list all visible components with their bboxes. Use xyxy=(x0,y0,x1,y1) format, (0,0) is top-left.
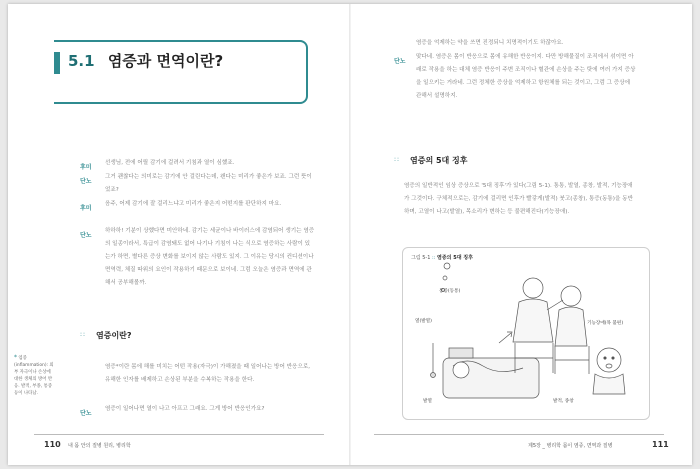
dialogue-line: 염증을 억제하는 약을 쓰면 진정되니 치명적이기도 하잖아요. xyxy=(416,40,564,46)
subsection-title: 염증이란? xyxy=(96,331,132,340)
section-number: 5.1 xyxy=(68,52,95,70)
footnote-text: 염증(inflammation): 외부 자극이나 손상에 대한 생체의 방어 반응. 발적, 부종, 통증 등이 나타남. xyxy=(14,356,54,396)
inflammation-illustration xyxy=(403,248,649,419)
dialogue-line: 염증이 일어나면 열이 나고 아프고 그래요. 그게 방어 반응인가요? xyxy=(105,406,265,412)
speaker-label: 후미 xyxy=(80,205,92,212)
section-title-tab xyxy=(54,52,60,74)
label-pain: 열(발열) xyxy=(415,319,432,324)
figure-caption-dots-icon: :: xyxy=(432,255,437,261)
child-body xyxy=(593,374,625,394)
label-redness: 발적, 종창 xyxy=(553,399,574,404)
arrow-line xyxy=(499,333,511,343)
book-gutter xyxy=(349,4,351,465)
section-title xyxy=(68,50,223,71)
doctor-arm xyxy=(547,300,563,310)
doctor-body xyxy=(513,299,553,342)
body-paragraph: 염증*이란 몸에 해를 미치는 어떤 작용(자극)이 가해졌을 때 일어나는 방어 반응으로, 유해한 인자를 배제하고 손상된 부분을 수복하는 작용을 한다. xyxy=(105,364,311,383)
patient-head xyxy=(453,362,469,378)
footnote-star-icon: * xyxy=(14,354,17,361)
body-paragraph: 염증의 일반적인 임상 증상으로 '5대 징후'가 있다(그림 5-1). 통통, 발열, 종창, 발적, 기능장애가 그것이다. 구체적으로는, 감기에 걸리면 인후가 빨갛게(발적) 붓고(종창), 통증(동통)을 동반하며, 고열이 나고(발열), 목소리가 변하는 등 불편해진다(기능장애). xyxy=(404,183,633,215)
ice-pack xyxy=(449,348,473,358)
running-head-left: 내 몸 안의 질병 원리, 병리학 xyxy=(68,443,131,449)
speaker-label: 후미 xyxy=(80,164,92,171)
speaker-label: 단노 xyxy=(80,410,92,417)
figure-caption-title: 염증의 5대 징후 xyxy=(436,255,473,261)
label-fever-top: 통증(동통) xyxy=(439,289,461,294)
dialogue-line: 하하하! 기분이 상했다면 미안하네. 감기는 세균이나 바이러스에 감염되어 생기는 염증의 일종이라서, 특급이 감염돼도 없어 나기나 기침이 나는 식으로 염증하는 사람이 있는가 하면, 별다른 증상 변화를 보이지 않는 사람도 있지. 그 이유는 당시의 컨디션이나 면역력, 체질 따위의 요인이 작용하기 때문으로 보이네. 그럼 오늘은 염증과 면역에 관해서 공부해볼까. xyxy=(105,228,315,286)
dialogue-line: 그거 괜찮다는 의미로는 감기에 안 걸린다는데, 왠다는 미리가 좋은가 보죠. 그런 뜻이었죠? xyxy=(105,174,312,193)
book-spread xyxy=(8,4,692,465)
section-heading: 염증과 면역이란? xyxy=(107,52,224,70)
dialogue-line: 음주, 어제 감기에 잘 걸리느냐고 미리가 좋은지 어떤지를 판단하지 마요. xyxy=(105,201,282,207)
seated-patient-body xyxy=(555,307,587,346)
child-head xyxy=(597,348,621,372)
speaker-label: 단노 xyxy=(80,178,92,185)
section-dots-icon: :: xyxy=(394,156,401,163)
label-fever: 발열 xyxy=(423,399,432,404)
subsection-title: 염증의 5대 징후 xyxy=(410,156,468,165)
speaker-label: 단노 xyxy=(394,58,406,65)
page-number-right: 111 xyxy=(652,440,669,449)
figure-5-1 xyxy=(402,247,650,420)
speaker-label: 단노 xyxy=(80,232,92,239)
seated-patient-head xyxy=(561,286,581,306)
chair-legs-2 xyxy=(555,346,589,374)
dialogue-line: 맞다네. 염증은 몸이 반응으로 몸에 유해한 반응이지. 다만 방해물질이 조직에서 섞이면 아래로 작용을 하는 대체 염증 반응이 주변 조직이나 혈관에 손상을 주는 탓에 여러 가지 증상을 일으키는 거라네. 그런 정체한 증상을 억제하고 항원체를 되는 것이고, 그럼 그 증상에 관해서 설명하지. xyxy=(416,54,636,99)
running-head-right: 제5장 _ 병리학 몸이 염증, 면역과 질병 xyxy=(528,443,613,449)
doctor-head xyxy=(523,278,543,298)
footnote xyxy=(14,354,54,397)
label-function: 기능장애(목 불편) xyxy=(587,321,624,326)
footer-rule xyxy=(374,434,664,435)
section-dots-icon: :: xyxy=(80,331,87,338)
footer-rule xyxy=(34,434,324,435)
page-number-left: 110 xyxy=(44,440,61,449)
figure-number: 그림 5-1 xyxy=(411,255,431,261)
dialogue-line: 선생님, 전에 어릴 감기에 걸려서 기침과 열이 심했죠. xyxy=(105,160,235,166)
